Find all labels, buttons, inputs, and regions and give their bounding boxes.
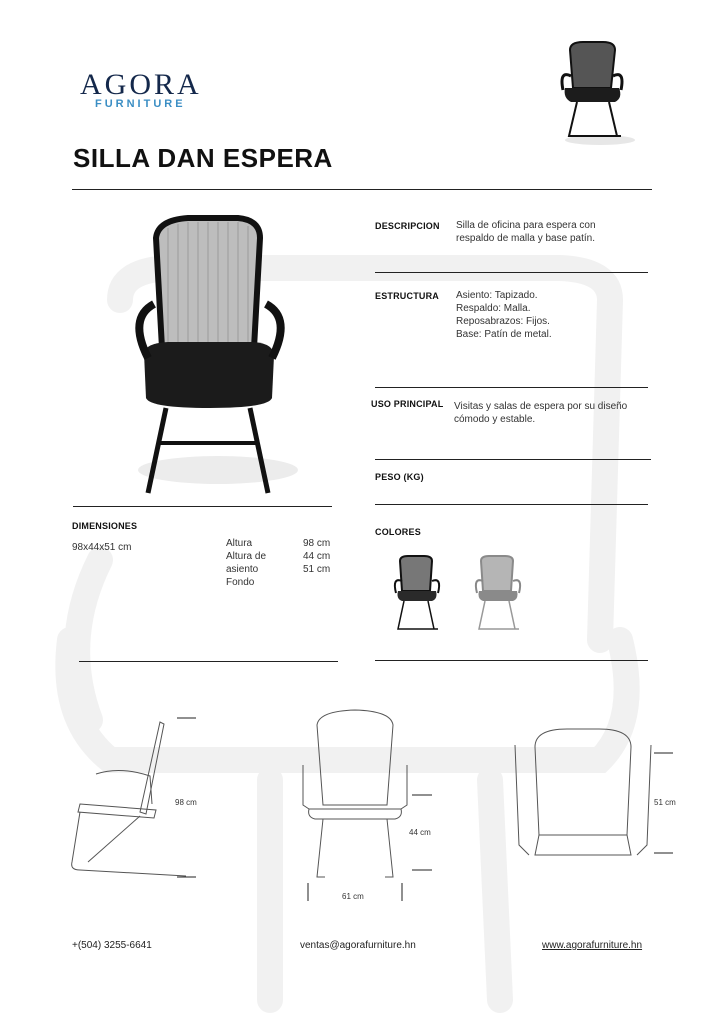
divider	[375, 387, 648, 388]
dimension-name: Fondo	[226, 577, 255, 588]
uso-line: cómodo y estable.	[454, 414, 536, 425]
product-thumbnail	[555, 40, 645, 150]
footer-phone: +(504) 3255-6641	[72, 940, 152, 951]
descripcion-text	[456, 219, 596, 245]
divider	[79, 661, 338, 662]
dimension-values	[303, 537, 330, 576]
estructura-label: ESTRUCTURA	[375, 291, 439, 301]
descripcion-line: respaldo de malla y base patín.	[456, 233, 595, 244]
divider	[73, 506, 332, 507]
divider	[375, 272, 648, 273]
front-view-drawing	[295, 705, 445, 905]
front-seat-label: 44 cm	[409, 828, 431, 837]
dimensiones-size: 98x44x51 cm	[72, 542, 132, 553]
dimension-value: 98 cm	[303, 538, 331, 549]
dimension-names	[226, 537, 266, 589]
estructura-line: Asiento: Tapizado.	[456, 290, 538, 301]
dimension-name: asiento	[226, 564, 259, 575]
estructura-line: Reposabrazos: Fijos.	[456, 316, 550, 327]
dimension-value: 51 cm	[303, 564, 331, 575]
descripcion-label: DESCRIPCION	[375, 221, 440, 231]
footer-email[interactable]: ventas@agorafurniture.hn	[300, 940, 416, 951]
estructura-text	[456, 289, 552, 341]
brand-logo: AGORA	[80, 68, 202, 101]
dimension-value: 44 cm	[303, 551, 331, 562]
side-view-drawing	[60, 712, 210, 882]
color-option-black[interactable]	[392, 555, 447, 635]
dimension-name: Altura de	[226, 551, 267, 562]
estructura-line: Base: Patín de metal.	[456, 329, 552, 340]
estructura-line: Respaldo: Malla.	[456, 303, 531, 314]
divider	[375, 459, 651, 460]
uso-line: Visitas y salas de espera por su diseño	[454, 401, 628, 412]
top-view-drawing	[505, 725, 675, 865]
title-divider	[72, 189, 652, 190]
product-main-image	[118, 208, 308, 508]
side-height-label: 98 cm	[175, 798, 197, 807]
footer-website-link[interactable]: www.agorafurniture.hn	[542, 940, 643, 951]
color-option-grey[interactable]	[473, 555, 528, 635]
uso-text	[454, 400, 627, 426]
descripcion-line: Silla de oficina para espera con	[456, 220, 596, 231]
peso-label: PESO (KG)	[375, 472, 424, 482]
brand-subtitle: FURNITURE	[95, 98, 186, 110]
dimension-name: Altura	[226, 538, 253, 549]
divider	[375, 660, 648, 661]
divider	[375, 504, 648, 505]
colores-label: COLORES	[375, 527, 421, 537]
dimensiones-label: DIMENSIONES	[72, 521, 138, 531]
page-title: SILLA DAN ESPERA	[73, 143, 333, 173]
front-width-label: 61 cm	[342, 892, 364, 901]
uso-label: USO PRINCIPAL	[371, 399, 444, 409]
top-depth-label: 51 cm	[654, 798, 676, 807]
